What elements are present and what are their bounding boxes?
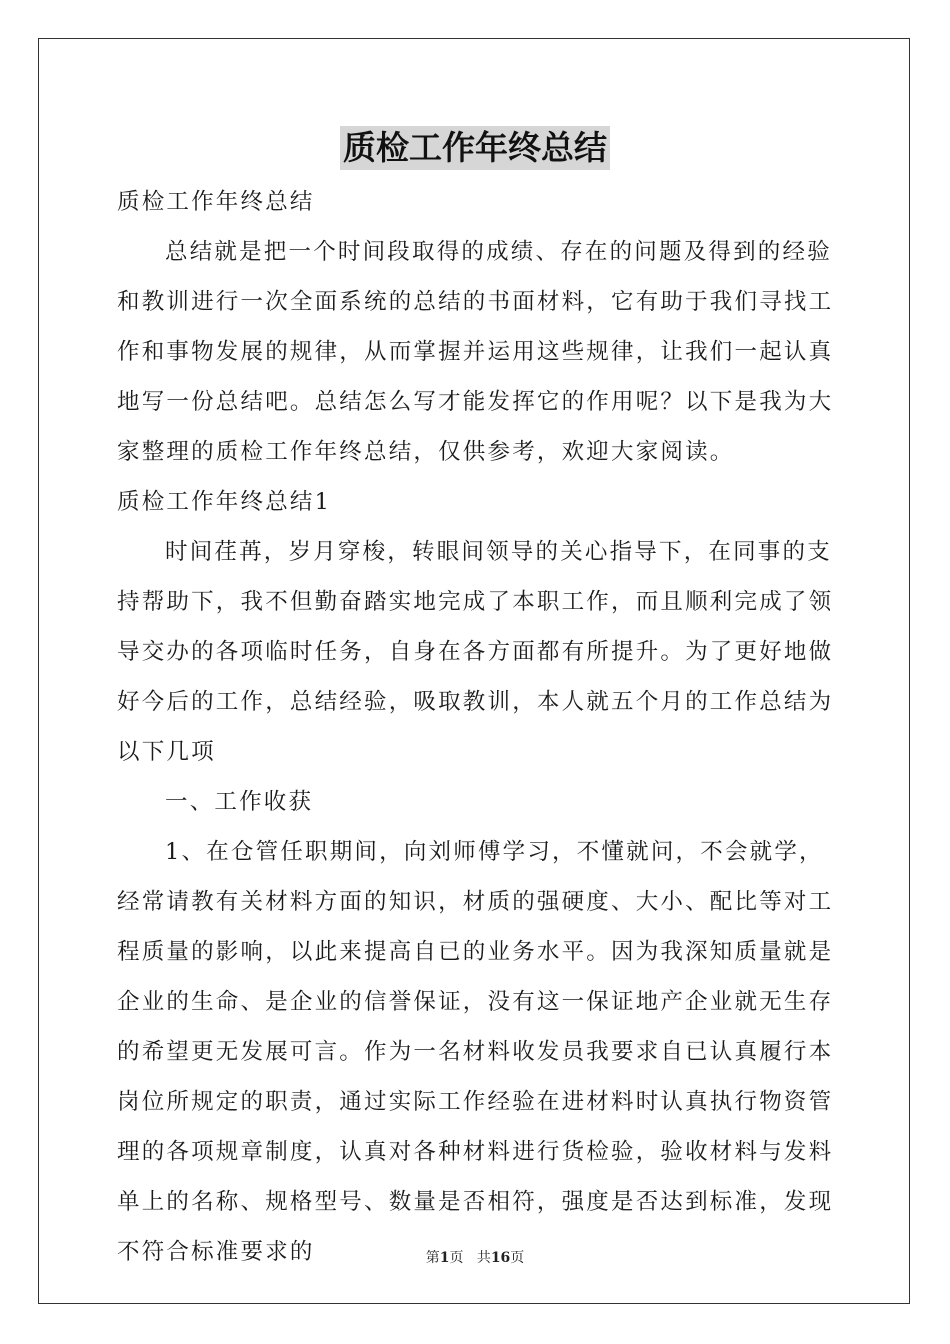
page-footer: [0, 1247, 950, 1267]
page-title: 质检工作年终总结: [340, 126, 610, 170]
footer-total-prefix: 共: [476, 1250, 491, 1266]
footer-page-number: 1: [439, 1250, 450, 1266]
item-paragraph: 1、在仓管任职期间，向刘师傅学习，不懂就问，不会就学，经常请教有关材料方面的知识，材质的强硬度、大小、配比等对工程质量的影响，以此来提高自已的业务水平。因为我深知质量就是企业的生命、是企业的信誉保证，没有这一保证地产企业就无生存的希望更无发展可言。作为一名材料收发员我要求自已认真履行本岗位所规定的职责，通过实际工作经验在进材料时认真执行物资管理的各项规章制度，认真对各种材料进行货检验，验收材料与发料单上的名称、规格型号、数量是否相符，强度是否达到标准，发现不符合标准要求的: [117, 839, 834, 1265]
subheading: 一、工作收获: [165, 789, 314, 815]
document-subtitle: 质检工作年终总结: [117, 189, 315, 215]
section-paragraph: 时间荏苒，岁月穿梭，转眼间领导的关心指导下，在同事的支持帮助下，我不但勤奋踏实地完成了本职工作，而且顺利完成了领导交办的各项临时任务，自身在各方面都有所提升。为了更好地做好今后的工作，总结经验，吸取教训，本人就五个月的工作总结为以下几项: [117, 539, 834, 765]
footer-total-unit: 页: [510, 1250, 525, 1266]
footer-prefix: 第: [425, 1250, 440, 1266]
section-heading: 质检工作年终总结1: [117, 489, 332, 515]
footer-total-pages: 16: [490, 1250, 511, 1266]
footer-page-unit: 页: [449, 1250, 464, 1266]
document-body: [117, 177, 837, 1277]
title-container: [0, 126, 950, 170]
intro-paragraph: 总结就是把一个时间段取得的成绩、存在的问题及得到的经验和教训进行一次全面系统的总结的书面材料，它有助于我们寻找工作和事物发展的规律，从而掌握并运用这些规律，让我们一起认真地写一份总结吧。总结怎么写才能发挥它的作用呢？以下是我为大家整理的质检工作年终总结，仅供参考，欢迎大家阅读。: [117, 239, 834, 465]
